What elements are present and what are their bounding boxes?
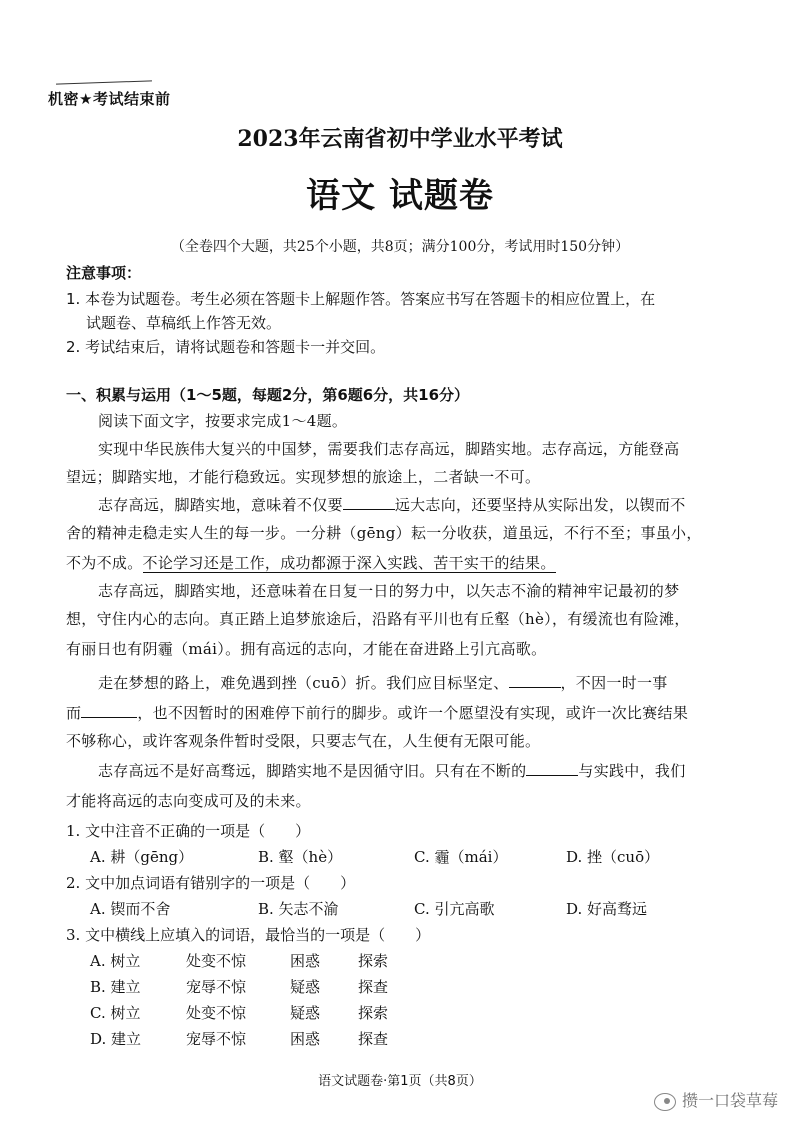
- q1-option-b[interactable]: B. 壑（hè）: [258, 848, 343, 866]
- q1-option-c[interactable]: C. 霾（mái）: [414, 848, 508, 866]
- q3-option-c-word: 探索: [358, 1004, 389, 1022]
- watermark-text: 攒一口袋草莓: [681, 1091, 778, 1110]
- fill-blank-4: [526, 761, 578, 776]
- q3-option-d-word: 探查: [358, 1030, 389, 1048]
- q3-option-a-word: 探索: [358, 952, 389, 970]
- q3-option-a[interactable]: A. 树立: [90, 952, 141, 970]
- question-1-stem: 1. 文中注音不正确的一项是（ ）: [66, 822, 311, 840]
- q2-option-d[interactable]: D. 好高骛远: [566, 900, 648, 918]
- q2-option-a[interactable]: A. 锲而不舍: [90, 900, 171, 918]
- passage-line: 有丽日也有阴霾（mái）。拥有高远的志向，才能在奋进路上引亢高歌。: [66, 640, 547, 658]
- q3-option-b-word: 探查: [358, 978, 389, 996]
- notes-heading: 注意事项：: [66, 264, 142, 282]
- wechat-icon: [654, 1093, 676, 1111]
- passage-line: 志存高远，脚踏实地，还意味着在日复一日的努力中，以矢志不渝的精神牢记最初的梦: [98, 582, 680, 600]
- q1-option-d[interactable]: D. 挫（cuō）: [566, 848, 660, 866]
- q3-option-b[interactable]: B. 建立: [90, 978, 141, 996]
- q1-option-a[interactable]: A. 耕（gēng）: [90, 848, 194, 866]
- note-item-1: 1. 本卷为试题卷。考生必须在答题卡上解题作答。答案应书写在答题卡的相应位置上，在: [66, 290, 656, 308]
- passage-line: 而 ，也不因暂时的困难停下前行的脚步。或许一个愿望没有实现，或许一次比赛结果: [66, 704, 689, 722]
- passage-line: 不为不成。不论学习还是工作，成功都源于深入实践、苦干实干的结果。: [66, 554, 556, 572]
- fill-blank-3: [81, 703, 137, 718]
- passage-line: 实现中华民族伟大复兴的中国梦，需要我们志存高远，脚踏实地。志存高远，方能登高: [98, 440, 680, 458]
- passage-line: 望远；脚踏实地，才能行稳致远。实现梦想的旅途上，二者缺一不可。: [66, 468, 541, 486]
- q3-option-c[interactable]: C. 树立: [90, 1004, 141, 1022]
- q3-option-a-word: 处变不惊: [186, 952, 247, 970]
- fill-blank-1: [343, 495, 395, 510]
- passage-line: 志存高远，脚踏实地，意味着不仅要 远大志向，还要坚持从实际出发，以锲而不: [98, 496, 686, 514]
- section-1-instruction: 阅读下面文字，按要求完成1～4题。: [98, 412, 348, 430]
- q3-option-d-word: 困惑: [290, 1030, 321, 1048]
- q3-option-d-word: 宠辱不惊: [186, 1030, 247, 1048]
- watermark: [654, 1088, 778, 1111]
- passage-line: 想，守住内心的志向。真正踏上追梦旅途后，沿路有平川也有丘壑（hè），有缓流也有险滩，: [66, 610, 690, 628]
- q3-option-c-word: 疑惑: [290, 1004, 321, 1022]
- question-2-stem: 2. 文中加点词语有错别字的一项是（ ）: [66, 874, 356, 892]
- question-3-stem: 3. 文中横线上应填入的词语，最恰当的一项是（ ）: [66, 926, 431, 944]
- section-1-heading: 一、积累与运用（1～5题，每题2分，第6题6分，共16分）: [66, 386, 470, 404]
- paper-title: 语文 试题卷: [306, 176, 494, 216]
- q3-option-b-word: 宠辱不惊: [186, 978, 247, 996]
- fill-blank-2: [509, 673, 561, 688]
- confidential-mark: 机密★考试结束前: [48, 90, 171, 108]
- underlined-sentence: 不论学习还是工作，成功都源于深入实践、苦干实干的结果。: [142, 554, 556, 572]
- passage-line: 走在梦想的路上，难免遇到挫（cuō）折。我们应目标坚定、 ，不因一时一事: [98, 674, 668, 692]
- note-item-1-cont: 试题卷、草稿纸上作答无效。: [86, 314, 282, 332]
- exam-title: 2023年云南省初中学业水平考试: [237, 126, 563, 152]
- page-footer: 语文试题卷·第1页（共8页）: [318, 1074, 482, 1089]
- exam-info: （全卷四个大题，共25个小题，共8页；满分100分，考试用时150分钟）: [170, 239, 630, 255]
- passage-line: 才能将高远的志向变成可及的未来。: [66, 792, 311, 810]
- q2-option-c[interactable]: C. 引亢高歌: [414, 900, 495, 918]
- q3-option-c-word: 处变不惊: [186, 1004, 247, 1022]
- note-item-2: 2. 考试结束后，请将试题卷和答题卡一并交回。: [66, 338, 386, 356]
- q2-option-b[interactable]: B. 矢志不渝: [258, 900, 339, 918]
- q3-option-b-word: 疑惑: [290, 978, 321, 996]
- passage-line: 不够称心，或许客观条件暂时受限，只要志气在，人生便有无限可能。: [66, 732, 541, 750]
- q3-option-a-word: 困惑: [290, 952, 321, 970]
- passage-line: 志存高远不是好高骛远，脚踏实地不是因循守旧。只有在不断的 与实践中，我们: [98, 762, 686, 780]
- q3-option-d[interactable]: D. 建立: [90, 1030, 142, 1048]
- passage-line: 舍的精神走稳走实人生的每一步。一分耕（gēng）耘一分收获，道虽远，不行不至；事虽小，: [66, 524, 702, 542]
